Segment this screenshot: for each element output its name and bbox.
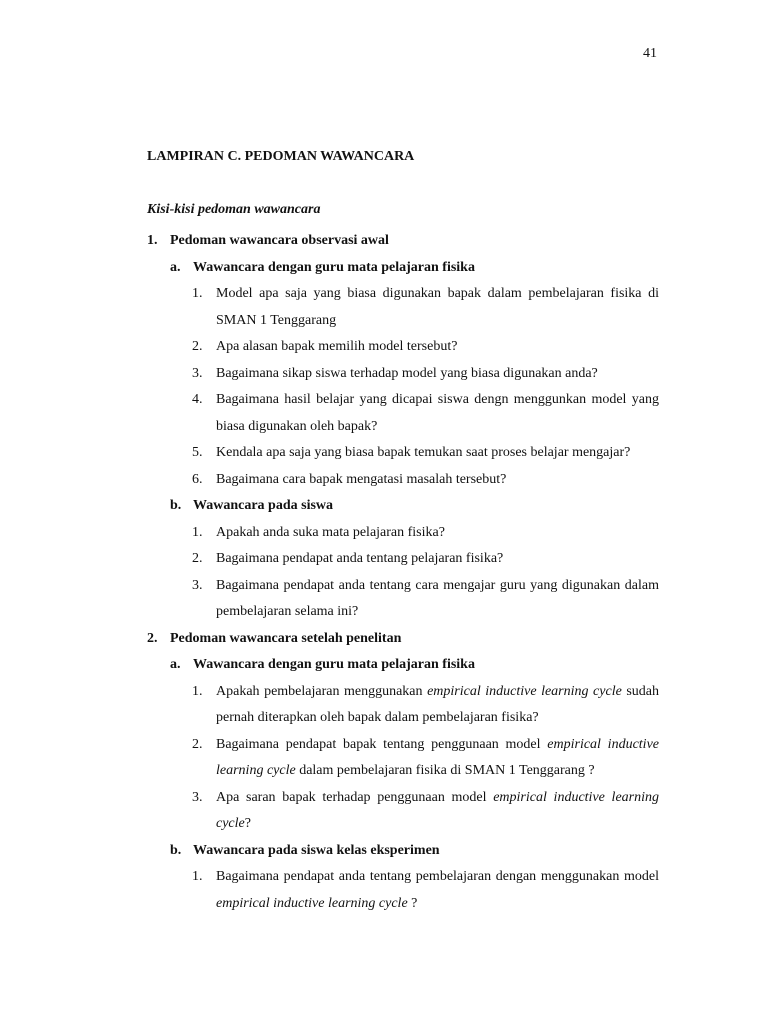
section-label: Pedoman wawancara setelah penelitan [170, 630, 402, 646]
list-item [147, 361, 659, 388]
item-text-emphasis: empirical inductive learning cycle [216, 895, 408, 911]
item-text: Kendala apa saja yang biasa bapak temukan saat proses belajar mengajar? [216, 445, 631, 460]
item-text-pre: Bagaimana pendapat bapak tentang penggunaan model [216, 736, 548, 752]
item-text-emphasis: empirical inductive learning cycle [216, 789, 659, 831]
list-item [147, 864, 659, 917]
item-number: 1. [192, 683, 203, 699]
item-text-emphasis: empirical inductive learning cycle [216, 736, 659, 778]
item-text: Bagaimana cara bapak mengatasi masalah tersebut? [216, 471, 507, 487]
item-text-emphasis: empirical inductive learning cycle [427, 683, 622, 699]
page-number: 41 [643, 46, 657, 61]
subsection-letter: b. [170, 498, 182, 513]
item-text: Model apa saja yang biasa digunakan bapak dalam pembelajaran fisika di SMAN 1 Tenggarang [216, 286, 659, 328]
item-text: Apa alasan bapak memilih model tersebut? [216, 339, 458, 354]
subsection-label: Wawancara dengan guru mata pelajaran fisika [193, 259, 475, 275]
subsection-label: Wawancara dengan guru mata pelajaran fisika [193, 657, 475, 672]
list-item [147, 546, 659, 573]
item-text-post: sudah pernah diterapkan oleh bapak dalam pembelajaran fisika? [216, 683, 659, 725]
section-number: 1. [147, 233, 158, 248]
item-number: 2. [192, 339, 203, 354]
list-item [147, 785, 659, 838]
item-number: 2. [192, 736, 203, 752]
document-body [147, 228, 659, 917]
list-item [147, 467, 659, 494]
item-text: Bagaimana sikap siswa terhadap model yang biasa digunakan anda? [216, 365, 598, 381]
list-item [147, 573, 659, 626]
list-item [147, 334, 659, 361]
item-text: Bagaimana hasil belajar yang dicapai siswa dengn menggunkan model yang biasa digunakan oleh bapak? [216, 392, 659, 434]
item-text-pre: Bagaimana pendapat anda tentang pembelajaran dengan menggunakan model [216, 869, 659, 884]
list-item [147, 732, 659, 785]
item-number: 2. [192, 551, 203, 566]
subsection-letter: a. [170, 259, 181, 275]
subsection-heading [147, 838, 659, 865]
list-item [147, 387, 659, 440]
item-text: Bagaimana pendapat anda tentang cara mengajar guru yang digunakan dalam pembelajaran selama ini? [216, 577, 659, 619]
item-text-pre: Apa saran bapak terhadap penggunaan model [216, 789, 494, 805]
item-text-pre: Apakah pembelajaran menggunakan [216, 683, 428, 699]
item-number: 1. [192, 869, 203, 884]
item-number: 3. [192, 365, 203, 381]
item-number: 3. [192, 789, 203, 805]
item-text-post: ? [407, 895, 418, 911]
subsection-heading [147, 255, 659, 282]
item-text-post: dalam pembelajaran fisika di SMAN 1 Tenggarang ? [295, 763, 595, 778]
item-text: Bagaimana pendapat anda tentang pelajaran fisika? [216, 551, 504, 566]
list-item [147, 679, 659, 732]
item-number: 6. [192, 471, 203, 487]
subsection-label: Wawancara pada siswa kelas eksperimen [193, 842, 440, 858]
item-number: 5. [192, 445, 203, 460]
page-title: LAMPIRAN C. PEDOMAN WAWANCARA [147, 149, 415, 164]
subtitle: Kisi-kisi pedoman wawancara [147, 202, 321, 217]
item-number: 3. [192, 577, 203, 593]
section-number: 2. [147, 630, 158, 646]
subsection-letter: b. [170, 842, 182, 858]
item-number: 4. [192, 392, 203, 407]
list-item [147, 440, 659, 467]
section-heading [147, 626, 659, 653]
list-item [147, 281, 659, 334]
item-text-post: ? [244, 816, 251, 831]
item-number: 1. [192, 524, 203, 540]
list-item [147, 520, 659, 547]
subsection-heading [147, 652, 659, 679]
subsection-label: Wawancara pada siswa [193, 498, 334, 513]
item-number: 1. [192, 286, 203, 301]
section-heading [147, 228, 659, 255]
subsection-letter: a. [170, 657, 181, 672]
subsection-heading [147, 493, 659, 520]
item-text: Apakah anda suka mata pelajaran fisika? [216, 524, 445, 540]
section-label: Pedoman wawancara observasi awal [170, 233, 389, 248]
